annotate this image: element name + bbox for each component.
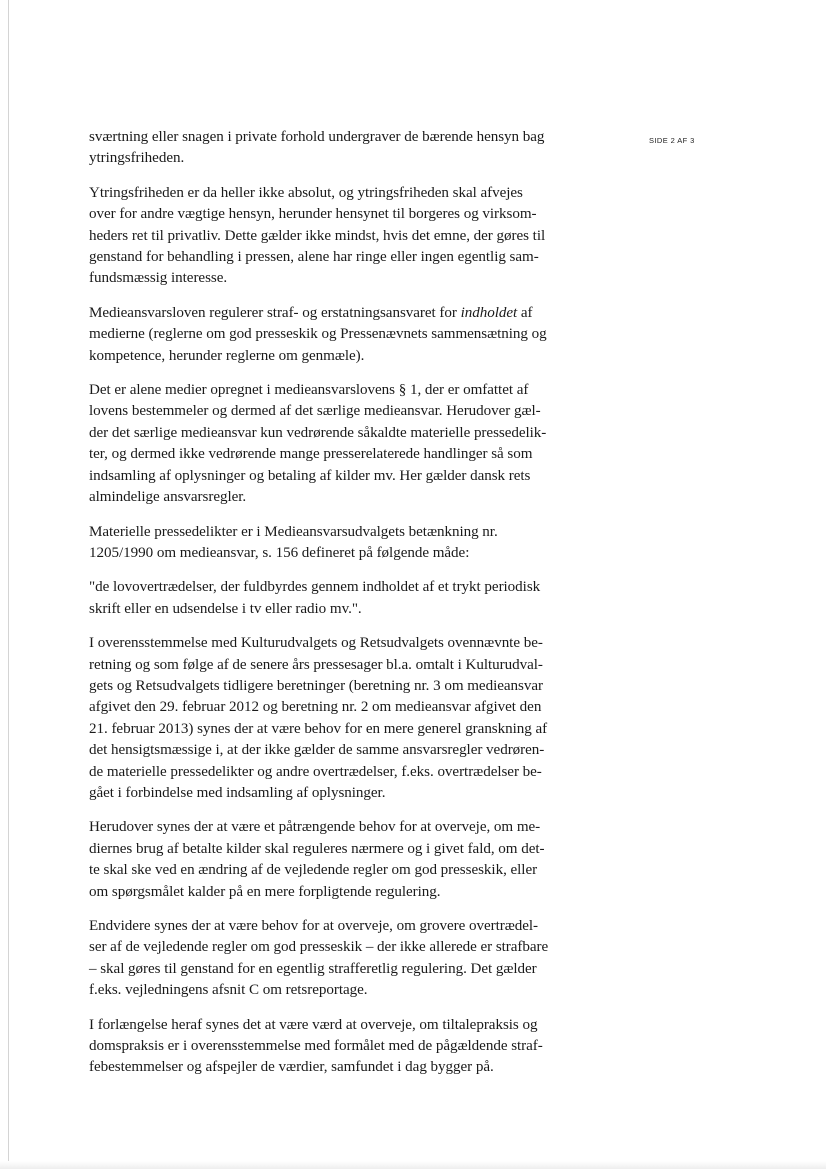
text-line: – skal gøres til genstand for en egentlig strafferetlig regulering. Det gælder	[89, 960, 537, 977]
text-line: "de lovovertrædelser, der fuldbyrdes gennem indholdet af et trykt periodisk	[89, 579, 541, 596]
text-line: retning og som følge af de senere års pressesager bl.a. omtalt i Kulturudval-	[89, 656, 543, 673]
text-line: Det er alene medier opregnet i medieansvarslovens § 1, der er omfattet af	[89, 382, 529, 399]
text-line: Herudover synes der at være et påtrængende behov for at overveje, om me-	[89, 819, 541, 836]
body-text	[89, 127, 615, 1092]
paragraph-9	[89, 916, 615, 1002]
text-line: I overensstemmelse med Kulturudvalgets og Retsudvalgets ovennævnte be-	[89, 635, 543, 652]
paragraph-3	[89, 303, 615, 367]
text-line: te skal ske ved en ændring af de vejledende regler om god presseskik, eller	[89, 862, 538, 879]
text-line: genstand for behandling i pressen, alene har ringe eller ingen egentlig sam-	[89, 249, 539, 266]
quote-paragraph	[89, 577, 615, 620]
text-line: om spørgsmålet kalder på en mere forpligtende regulering.	[89, 883, 441, 900]
text-segment: Medieansvarsloven regulerer straf- og erstatningsansvaret for	[89, 304, 461, 321]
text-line: afgivet den 29. februar 2012 og beretning nr. 2 om medieansvar afgivet den	[89, 699, 542, 716]
text-line: heders ret til privatliv. Dette gælder ikke mindst, hvis det emne, der gøres til	[89, 227, 546, 244]
paragraph-8	[89, 817, 615, 903]
text-segment: af	[517, 304, 533, 321]
italic-term: indholdet	[460, 304, 518, 321]
text-line: domspraksis er i overensstemmelse med formålet med de pågældende straf-	[89, 1038, 543, 1055]
text-line: Endvidere synes der at være behov for at overveje, om grovere overtrædel-	[89, 918, 538, 934]
paragraph-7	[89, 633, 615, 804]
page-bottom-shade	[0, 1161, 826, 1169]
text-line: almindelige ansvarsregler.	[89, 489, 247, 506]
text-line: 1205/1990 om medieansvar, s. 156 defineret på følgende måde:	[89, 544, 470, 561]
text-line: indsamling af oplysninger og betaling af kilder mv. Her gælder dansk rets	[89, 467, 531, 484]
text-line: det hensigtsmæssige i, at der ikke gælder de samme ansvarsregler vedrøren-	[89, 742, 545, 759]
text-line: Ytringsfriheden er da heller ikke absolut, og ytringsfriheden skal afvejes	[89, 184, 523, 201]
text-line: fundsmæssig interesse.	[89, 270, 228, 287]
text-line: kompetence, herunder reglerne om genmæle).	[89, 347, 365, 364]
text-line: ser af de vejledende regler om god presseskik – der ikke allerede er strafbare	[89, 939, 549, 956]
page-left-edge	[8, 0, 9, 1169]
text-line: lovens bestemmeler og dermed af det særlige medieansvar. Herudover gæl-	[89, 403, 541, 420]
page-number: SIDE 2 AF 3	[649, 136, 695, 145]
text-line	[89, 303, 615, 324]
text-line: gået i forbindelse med indsamling af oplysninger.	[89, 784, 386, 801]
text-line: f.eks. vejledningens afsnit C om retsreportage.	[89, 982, 368, 999]
text-line: 21. februar 2013) synes der at være behov for en mere generel granskning af	[89, 720, 548, 737]
text-line: de materielle pressedelikter og andre overtrædelser, f.eks. overtrædelser be-	[89, 763, 542, 780]
text-line: over for andre vægtige hensyn, herunder hensynet til borgeres og virksom-	[89, 206, 537, 223]
text-line: sværtning eller snagen i private forhold undergraver de bærende hensyn bag	[89, 129, 545, 145]
text-line: der det særlige medieansvar kun vedrørende såkaldte materielle pressedelik-	[89, 424, 547, 441]
text-line: gets og Retsudvalgets tidligere beretninger (beretning nr. 3 om medieansvar	[89, 677, 543, 694]
text-line: ter, og dermed ikke vedrørende mange presserelaterede handlinger så som	[89, 446, 533, 463]
paragraph-4	[89, 380, 615, 508]
paragraph-5	[89, 522, 615, 565]
text-line: febestemmelser og afspejler de værdier, samfundet i dag bygger på.	[89, 1059, 494, 1076]
text-line: skrift eller en udsendelse i tv eller radio mv.".	[89, 600, 362, 617]
paragraph-10	[89, 1015, 615, 1079]
text-line: Materielle pressedelikter er i Medieansvarsudvalgets betænkning nr.	[89, 523, 498, 540]
text-line: diernes brug af betalte kilder skal reguleres nærmere og i givet fald, om det-	[89, 840, 545, 857]
paragraph-1	[89, 127, 615, 170]
text-line: I forlængelse heraf synes det at være værd at overveje, om tiltalepraksis og	[89, 1016, 538, 1033]
text-line: medierne (reglerne om god presseskik og Pressenævnets sammensætning og	[89, 326, 547, 343]
paragraph-2	[89, 183, 615, 290]
text-line: ytringsfriheden.	[89, 150, 185, 167]
